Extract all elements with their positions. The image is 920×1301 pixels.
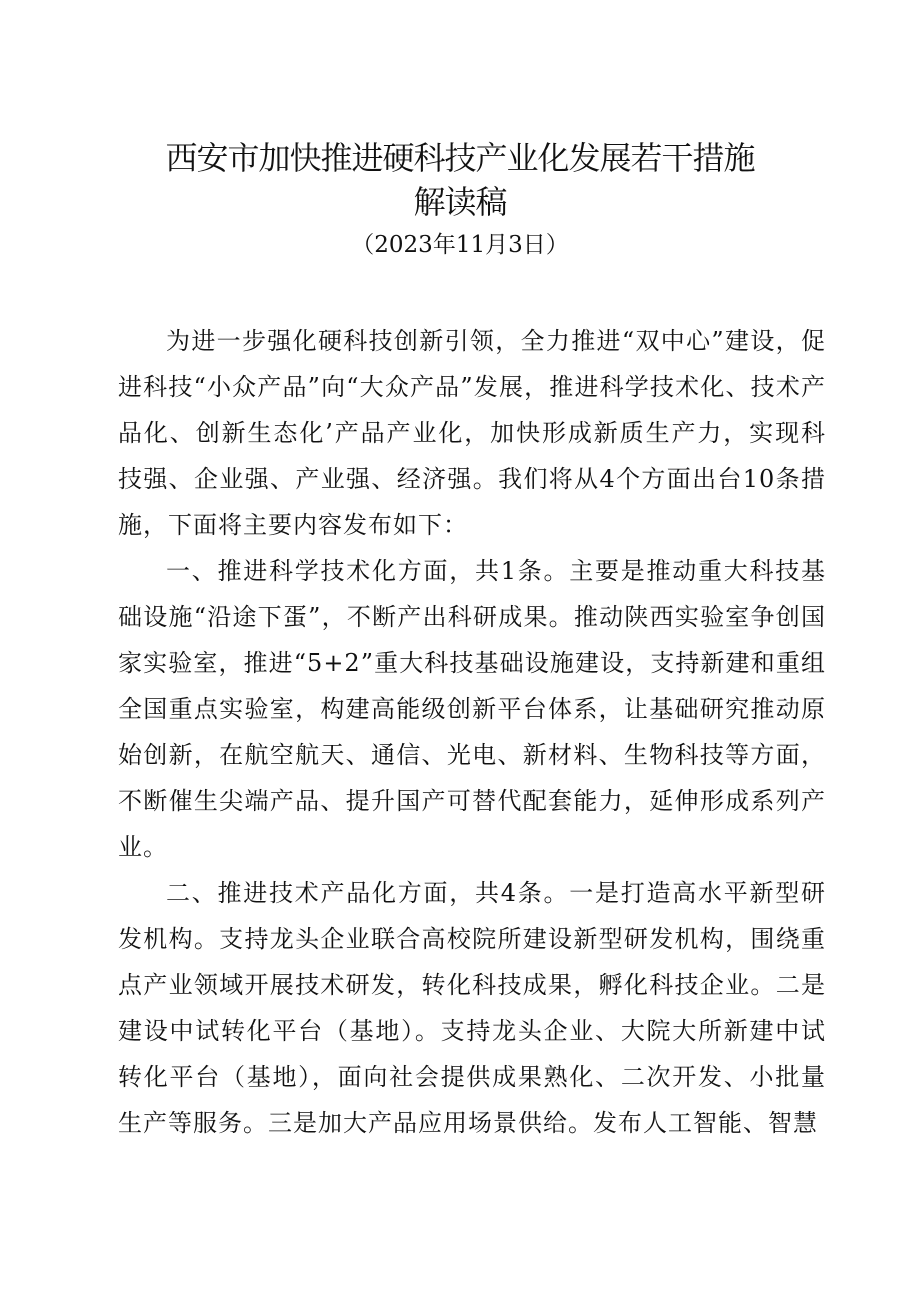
document-title-line-2: 解读稿	[413, 183, 507, 221]
document-body	[118, 318, 826, 1146]
document-title-line-1: 西安市加快推进硬科技产业化发展若干措施	[165, 139, 755, 177]
paragraph-section-1: 一、推进科学技术化方面，共1条。主要是推动重大科技基础设施“沿途下蛋”，不断产出科研成果。推动陕西实验室争创国家实验室，推进“5+2”重大科技基础设施建设，支持新建和重组全国重点实验室，构建高能级创新平台体系，让基础研究推动原始创新，在航空航天、通信、光电、新材料、生物科技等方面，不断催生尖端产品、提升国产可替代配套能力，延伸形成系列产业。	[118, 557, 826, 861]
paragraph-section-2: 二、推进技术产品化方面，共4条。一是打造高水平新型研发机构。支持龙头企业联合高校院所建设新型研发机构，围绕重点产业领域开展技术研发，转化科技成果，孵化科技企业。二是建设中试转化平台（基地）。支持龙头企业、大院大所新建中试转化平台（基地），面向社会提供成果熟化、二次开发、小批量生产等服务。三是加大产品应用场景供给。发布人工智能、智慧	[118, 879, 826, 1137]
document-date: （2023年11月3日）	[351, 232, 569, 258]
paragraph-intro: 为进一步强化硬科技创新引领，全力推进“双中心”建设，促进科技“小众产品”向“大众产品”发展，推进科学技术化、技术产品化、创新生态化’产品产业化，加快形成新质生产力，实现科技强、企业强、产业强、经济强。我们将从4个方面出台10条措施，下面将主要内容发布如下：	[118, 327, 826, 539]
